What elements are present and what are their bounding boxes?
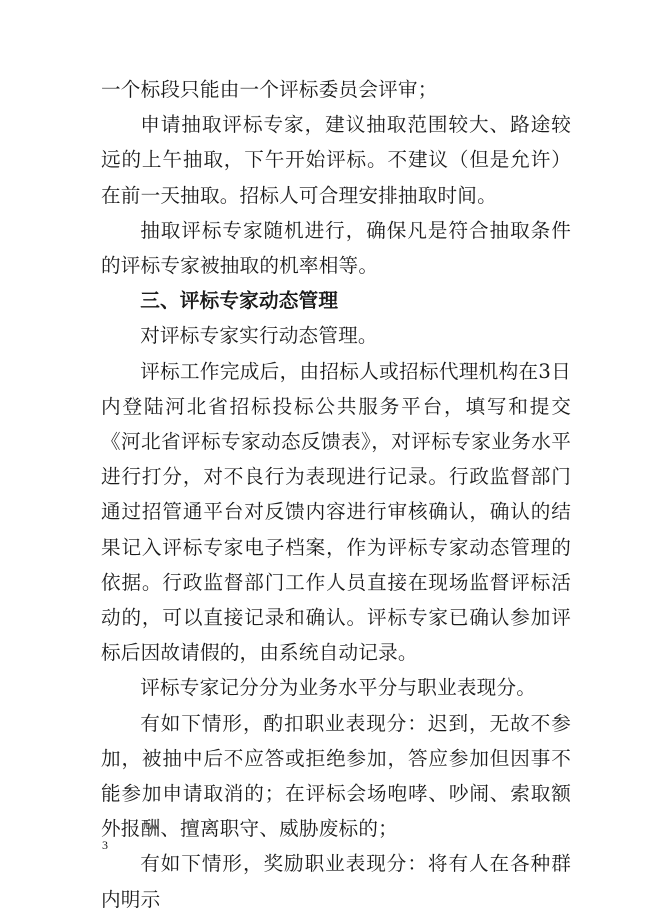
paragraph-continuation: 一个标段只能由一个评标委员会评审； <box>101 78 438 101</box>
document-body <box>101 72 571 917</box>
paragraph-scoring-categories: 评标专家记分分为业务水平分与职业表现分。 <box>140 676 537 700</box>
paragraph-feedback-procedure: 评标工作完成后，由招标人或招标代理机构在3日内登陆河北省招标投标公共服务平台，填写和提交《河北省评标专家动态反馈表》，对评标专家业务水平进行打分，对不良行为表现进行记录。行政监督部门通过招管通平台对反馈内容进行审核确认，确认的结果记入评标专家电子档案，作为评标专家动态管理的依据。行政监督部门工作人员直接在现场监督评标活动的，可以直接记录和确认。评标专家已确认参加评标后因故请假的，由系统自动记录。 <box>101 359 571 665</box>
page-number: 3 <box>102 838 108 852</box>
paragraph-random-extraction: 抽取评标专家随机进行，确保凡是符合抽取条件的评标专家被抽取的机率相等。 <box>101 218 571 278</box>
section-heading-dynamic-management: 三、评标专家动态管理 <box>140 289 339 313</box>
paragraph-deduction-cases: 有如下情形，酌扣职业表现分：迟到，无故不参加，被抽中后不应答或拒绝参加，答应参加但因事不能参加申请取消的；在评标会场咆哮、吵闹、索取额外报酬、擅离职守、威胁废标的； <box>101 711 571 841</box>
paragraph-expert-extraction-timing: 申请抽取评标专家，建议抽取范围较大、路途较远的上午抽取，下午开始评标。不建议（但是允许）在前一天抽取。招标人可合理安排抽取时间。 <box>101 113 571 207</box>
paragraph-dynamic-management-intro: 对评标专家实行动态管理。 <box>140 324 378 348</box>
paragraph-reward-cases: 有如下情形，奖励职业表现分：将有人在各种群内明示 <box>101 852 571 911</box>
